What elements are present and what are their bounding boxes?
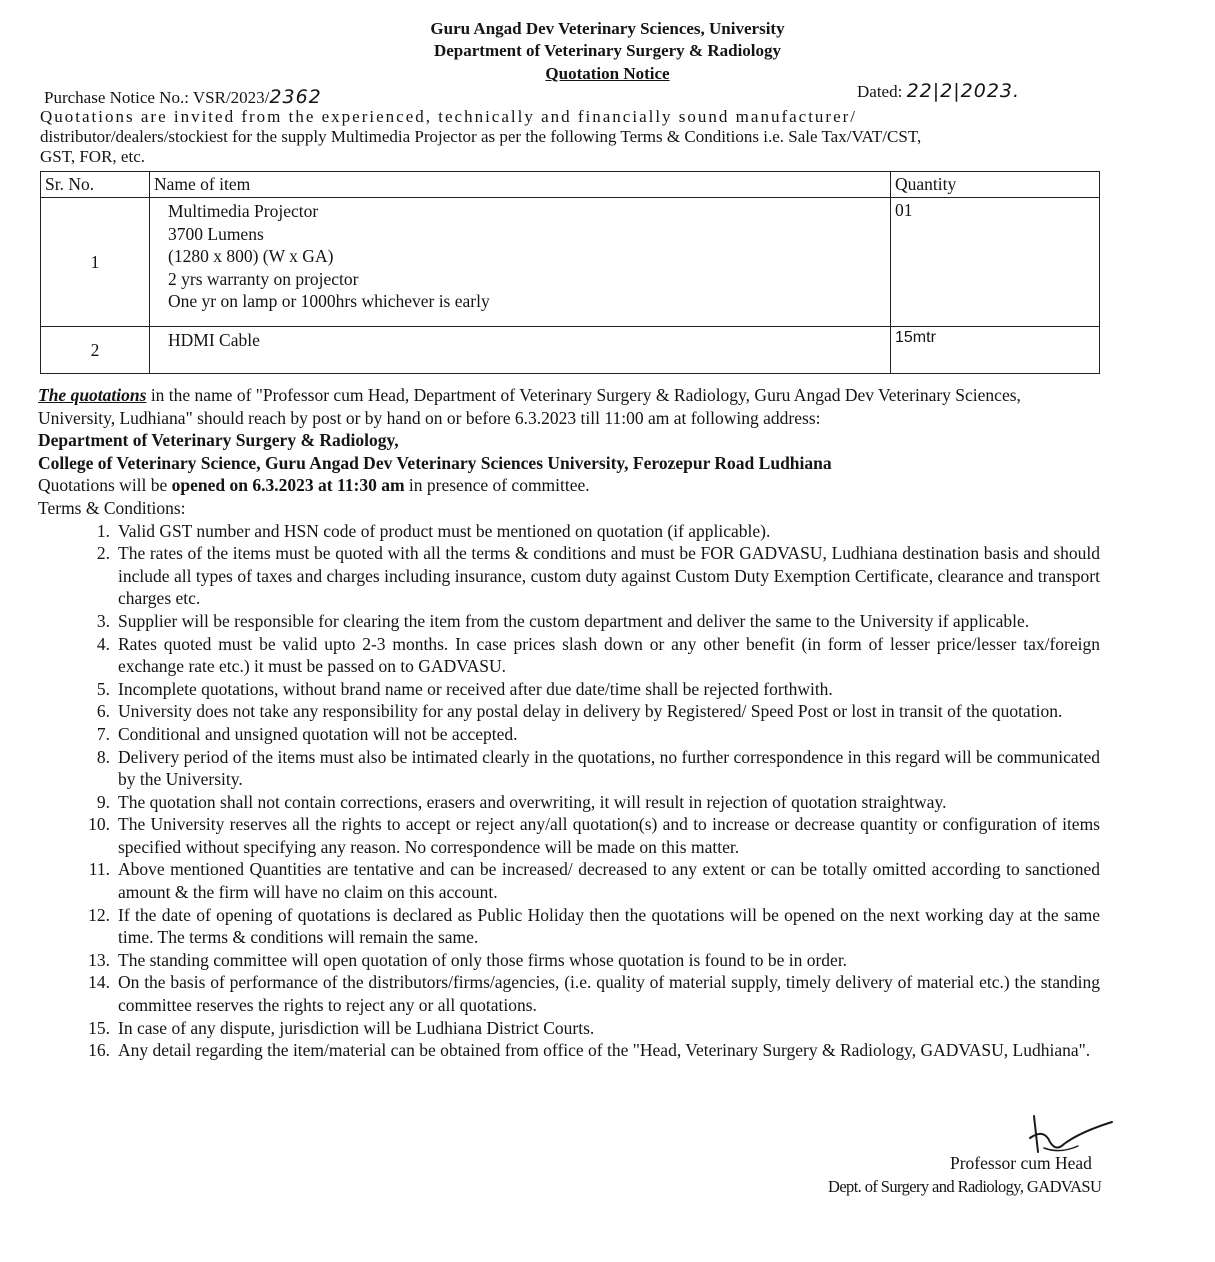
term-number: 10. — [88, 814, 110, 835]
dated-label: Dated: — [857, 82, 903, 101]
header-name-of-item: Name of item — [150, 172, 891, 198]
notice-title: Quotation Notice — [545, 64, 670, 83]
term-number: 2. — [96, 543, 110, 564]
term-number: 13. — [88, 949, 110, 970]
item-line: 2 yrs warranty on projector — [168, 268, 359, 289]
list-item — [38, 858, 1100, 903]
items-table — [40, 171, 1100, 374]
term-number: 14. — [88, 972, 110, 993]
term-text: Incomplete quotations, without brand name or received after due date/time shall be rejected forthwith. — [118, 678, 833, 699]
purchase-notice-label: Purchase Notice No.: VSR/2023/ — [44, 88, 270, 107]
list-item — [38, 1017, 1100, 1040]
header-quantity: Quantity — [891, 172, 1100, 198]
list-item — [38, 904, 1100, 949]
list-item — [38, 723, 1100, 746]
row-quantity: 15mtr — [891, 327, 1100, 374]
table-row — [41, 327, 1100, 374]
list-item — [38, 542, 1100, 610]
term-text: If the date of opening of quotations is declared as Public Holiday then the quotations will be opened on the next working day at the same time. The terms & conditions will remain the same. — [118, 904, 1100, 948]
address-line-1: Department of Veterinary Surgery & Radiology, — [38, 430, 399, 451]
term-number: 8. — [96, 746, 110, 767]
intro-line-2: distributor/dealers/stockiest for the supply Multimedia Projector as per the following Terms & Conditions i.e. Sale Tax/VAT/CST, — [40, 127, 922, 146]
list-item — [38, 813, 1100, 858]
notice-body — [38, 384, 1100, 1062]
term-number: 9. — [96, 791, 110, 812]
university-name: Guru Angad Dev Veterinary Sciences, University — [430, 19, 785, 38]
opening-date-bold: opened on 6.3.2023 at 11:30 am — [171, 475, 405, 496]
term-number: 16. — [88, 1040, 110, 1061]
address-line-2: College of Veterinary Science, Guru Angad Dev Veterinary Sciences University, Ferozepur Road Ludhiana — [38, 452, 832, 473]
term-number: 6. — [96, 701, 110, 722]
purchase-notice-handwritten-number: 2362 — [269, 86, 322, 108]
list-item — [38, 520, 1100, 543]
row-item-name — [150, 198, 891, 327]
dated-handwritten-value: 22|2|2023. — [906, 80, 1021, 102]
item-line: (1280 x 800) (W x GA) — [168, 246, 334, 266]
item-line: Multimedia Projector — [168, 201, 319, 221]
term-text: Delivery period of the items must also be intimated clearly in the quotations, no further correspondence in this regard will be communicated by the University. — [118, 746, 1100, 790]
item-line: One yr on lamp or 1000hrs whichever is early — [168, 291, 490, 311]
submission-text: in the name of "Professor cum Head, Department of Veterinary Surgery & Radiology, Guru Angad Dev Veterinary Sciences, University, Ludhiana" should reach by post or by hand on or before 6.3.2023 till 11:00 am at following address: — [38, 385, 1021, 428]
row-item-name — [150, 327, 891, 374]
submission-paragraph — [38, 384, 1100, 429]
handwritten-signature — [1020, 1108, 1120, 1158]
purchase-notice-number — [44, 86, 322, 108]
term-number: 3. — [96, 610, 110, 631]
term-text: Any detail regarding the item/material can be obtained from office of the "Head, Veterinary Surgery & Radiology, GADVASU, Ludhiana". — [118, 1040, 1091, 1061]
term-number: 11. — [88, 859, 110, 880]
term-number: 1. — [96, 520, 110, 541]
opening-line — [38, 474, 1100, 497]
table-row — [41, 198, 1100, 327]
list-item — [38, 610, 1100, 633]
term-text: On the basis of performance of the distributors/firms/agencies, (i.e. quality of material supply, timely delivery of material etc.) the standing committee reserves the rights to reject any or all quotations. — [118, 972, 1100, 1016]
term-text: The quotation shall not contain corrections, erasers and overwriting, it will result in rejection of quotation straightway. — [118, 791, 947, 812]
term-number: 4. — [96, 633, 110, 654]
table-header-row — [41, 172, 1100, 198]
term-number: 12. — [88, 904, 110, 925]
intro-line-3: GST, FOR, etc. — [40, 147, 145, 166]
intro-line-1: Quotations are invited from the experienced, technically and financially sound manufacturer/ — [40, 107, 858, 126]
term-number: 5. — [96, 678, 110, 699]
list-item — [38, 700, 1100, 723]
signatory-department: Dept. of Surgery and Radiology, GADVASU — [828, 1177, 1102, 1196]
term-text: In case of any dispute, jurisdiction will be Ludhiana District Courts. — [118, 1017, 595, 1038]
term-number: 15. — [88, 1017, 110, 1038]
list-item — [38, 791, 1100, 814]
term-text: Supplier will be responsible for clearing the item from the custom department and deliver the same to the University if applicable. — [118, 610, 1030, 631]
list-item — [38, 746, 1100, 791]
list-item — [38, 971, 1100, 1016]
term-text: Above mentioned Quantities are tentative and can be increased/ decreased to any extent or can be totally omitted according to sanctioned amount & the firm will have no claim on this account. — [118, 859, 1100, 903]
row-sr-no: 1 — [41, 198, 150, 327]
term-text: Conditional and unsigned quotation will not be accepted. — [118, 723, 518, 744]
submission-lead: The quotations — [38, 385, 147, 405]
row-quantity: 01 — [891, 198, 1100, 327]
intro-paragraph — [40, 107, 1100, 167]
terms-heading: Terms & Conditions: — [38, 497, 186, 518]
list-item — [38, 1039, 1100, 1062]
item-line: HDMI Cable — [168, 330, 260, 350]
term-text: Valid GST number and HSN code of product must be mentioned on quotation (if applicable). — [118, 520, 771, 541]
opening-pre: Quotations will be — [38, 475, 172, 496]
term-text: University does not take any responsibility for any postal delay in delivery by Registered/ Speed Post or lost in transit of the quotation. — [118, 701, 1063, 722]
department-name: Department of Veterinary Surgery & Radiology — [433, 41, 782, 60]
notice-date — [857, 80, 1020, 102]
list-item — [38, 678, 1100, 701]
term-number: 7. — [96, 723, 110, 744]
term-text: The rates of the items must be quoted with all the terms & conditions and must be FOR GADVASU, Ludhiana destination basis and should include all types of taxes and charges including insurance, custom duty against Custom Duty Exemption Certificate, clearance and transport charges etc. — [118, 543, 1100, 609]
signatory-title: Professor cum Head — [950, 1153, 1092, 1173]
list-item — [38, 949, 1100, 972]
term-text: The University reserves all the rights to accept or reject any/all quotation(s) and to increase or decrease quantity or configuration of items specified without specifying any reason. No correspondence will be made on this matter. — [118, 814, 1100, 857]
header-sr-no: Sr. No. — [41, 172, 150, 198]
term-text: Rates quoted must be valid upto 2-3 months. In case prices slash down or any other benefit (in form of lesser price/lesser tax/foreign exchange rate etc.) it must be passed on to GADVASU. — [118, 633, 1100, 677]
list-item — [38, 633, 1100, 678]
terms-list — [38, 520, 1100, 1062]
row-sr-no: 2 — [41, 327, 150, 374]
item-line: 3700 Lumens — [168, 223, 264, 244]
opening-post: in presence of committee. — [404, 475, 590, 496]
term-text: The standing committee will open quotation of only those firms whose quotation is found to be in order. — [118, 949, 848, 970]
